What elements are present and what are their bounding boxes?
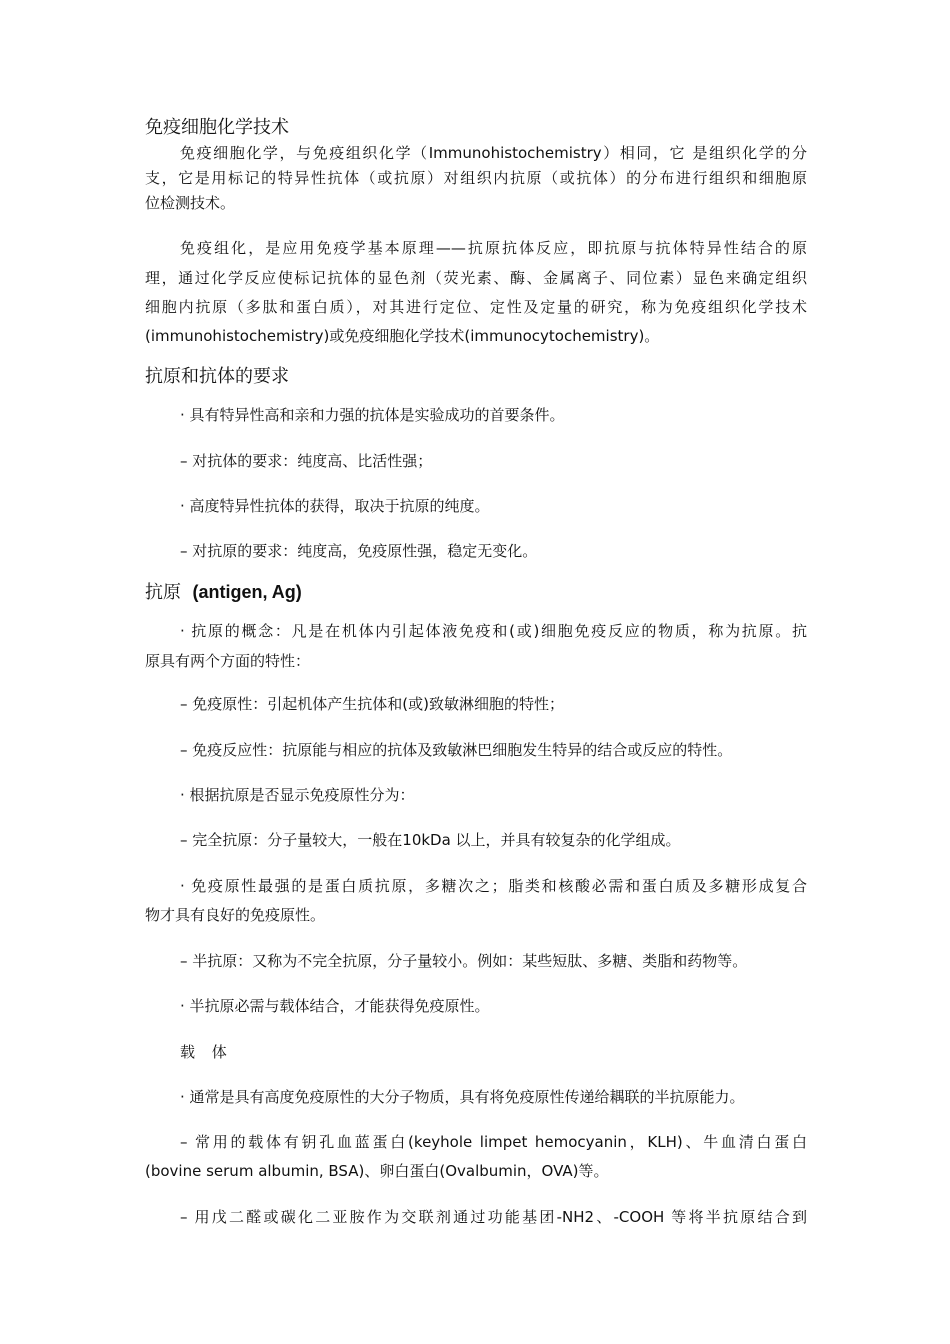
paragraph-line: · 免疫原性最强的是蛋白质抗原，多糖次之；脂类和核酸必需和蛋白质及多糖形成复合 bbox=[180, 877, 807, 895]
paragraph-line: 细胞内抗原（多肽和蛋白质），对其进行定位、定性及定量的研究，称为免疫组织化学技术 bbox=[145, 298, 807, 316]
document-title: 免疫细胞化学技术 bbox=[145, 117, 289, 138]
list-item: · 半抗原必需与载体结合，才能获得免疫原性。 bbox=[180, 997, 490, 1015]
list-item: – 完全抗原：分子量较大，一般在10kDa 以上，并具有较复杂的化学组成。 bbox=[180, 831, 681, 849]
paragraph-line: 物才具有良好的免疫原性。 bbox=[145, 906, 326, 924]
paragraph-line: – 用戊二醛或碳化二亚胺作为交联剂通过功能基团-NH2、-COOH 等将半抗原结合到 bbox=[180, 1208, 807, 1226]
list-item: – 对抗原的要求：纯度高，免疫原性强，稳定无变化。 bbox=[180, 542, 538, 560]
intro-line: 位检测技术。 bbox=[145, 194, 236, 212]
paragraph-line: (bovine serum albumin, BSA)、卵白蛋白(Ovalbumin，OVA)等。 bbox=[145, 1162, 609, 1180]
intro-line: 免疫细胞化学，与免疫组织化学（Immunohistochemistry）相同，它 是组织化学的分 bbox=[180, 144, 807, 162]
intro-line: 支，它是用标记的特异性抗体（或抗原）对组织内抗原（或抗体）的分布进行组织和细胞原 bbox=[145, 169, 807, 187]
list-item: – 免疫反应性：抗原能与相应的抗体及致敏淋巴细胞发生特异的结合或反应的特性。 bbox=[180, 741, 733, 759]
paragraph-line: 理，通过化学反应使标记抗体的显色剂（荧光素、酶、金属离子、同位素）显色来确定组织 bbox=[145, 269, 807, 287]
list-item: · 根据抗原是否显示免疫原性分为： bbox=[180, 786, 415, 804]
list-item: – 对抗体的要求：纯度高、比活性强； bbox=[180, 452, 433, 470]
paragraph-line: (immunohistochemistry)或免疫细胞化学技术(immunocytochemistry)。 bbox=[145, 327, 660, 345]
section-heading bbox=[145, 581, 302, 604]
paragraph-line: – 常用的载体有钥孔血蓝蛋白(keyhole limpet hemocyanin，KLH)、牛血清白蛋白 bbox=[180, 1133, 807, 1151]
section-heading-en: (antigen, Ag) bbox=[192, 582, 302, 602]
paragraph-line: 原具有两个方面的特性： bbox=[145, 652, 311, 670]
carrier-heading: 载 体 bbox=[180, 1043, 233, 1061]
section-heading-cn: 抗原 bbox=[145, 582, 181, 603]
section-heading: 抗原和抗体的要求 bbox=[145, 366, 289, 387]
list-item: · 通常是具有高度免疫原性的大分子物质，具有将免疫原性传递给耦联的半抗原能力。 bbox=[180, 1088, 745, 1106]
list-item: · 高度特异性抗体的获得，取决于抗原的纯度。 bbox=[180, 497, 490, 515]
paragraph-line: 免疫组化，是应用免疫学基本原理——抗原抗体反应，即抗原与抗体特异性结合的原 bbox=[180, 239, 807, 257]
paragraph-line: · 抗原的概念：凡是在机体内引起体液免疫和(或)细胞免疫反应的物质，称为抗原。抗 bbox=[180, 622, 807, 640]
list-item: – 半抗原：又称为不完全抗原，分子量较小。例如：某些短肽、多糖、类脂和药物等。 bbox=[180, 952, 748, 970]
list-item: · 具有特异性高和亲和力强的抗体是实验成功的首要条件。 bbox=[180, 406, 565, 424]
list-item: – 免疫原性：引起机体产生抗体和(或)致敏淋细胞的特性； bbox=[180, 695, 564, 713]
